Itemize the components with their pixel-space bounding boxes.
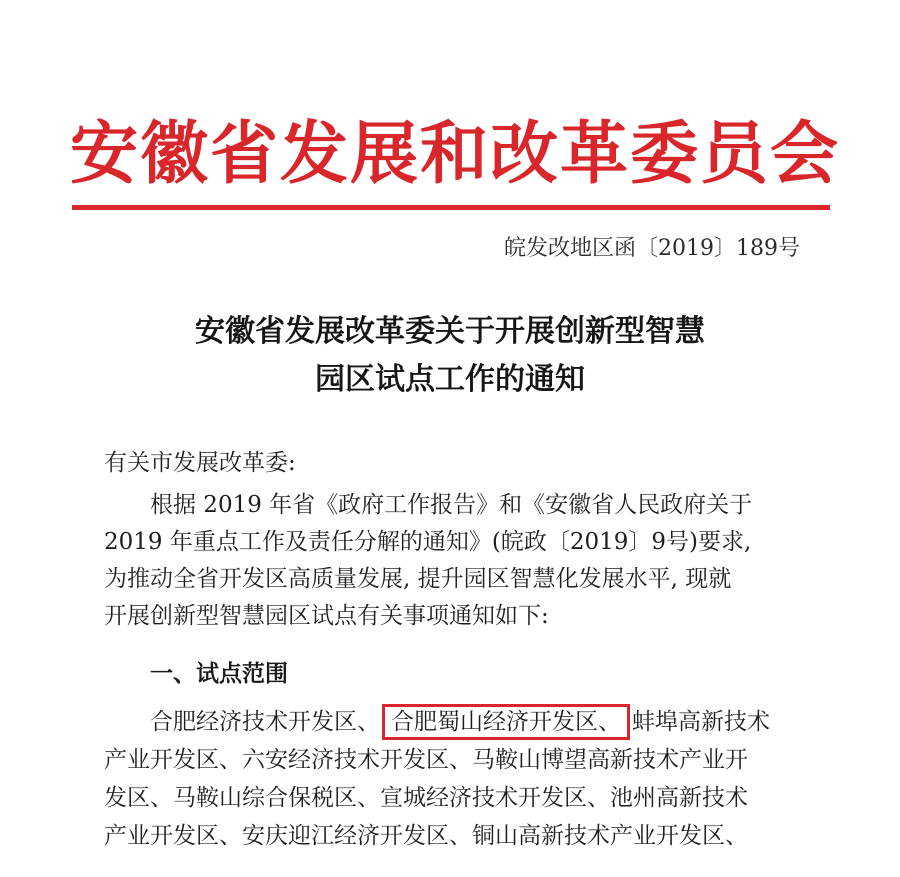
masthead-org-name: 安徽省发展和改革委员会 [70,114,841,194]
scope-line-1 [104,703,804,741]
intro-line-3: 为推动全省开发区高质量发展, 提升园区智慧化发展水平, 现就 [104,566,732,592]
scope-line-4: 产业开发区、安庆迎江经济开发区、铜山高新技术产业开发区、 [104,823,748,849]
masthead-red-rule [72,205,830,210]
scope-line-2: 产业开发区、六安经济技术开发区、马鞍山博望高新技术产业开 [104,747,748,773]
intro-line-2: 2019 年重点工作及责任分解的通知》(皖政〔2019〕9号)要求, [104,529,752,555]
document-title-line-2: 园区试点工作的通知 [315,362,585,397]
highlighted-zone-box: 合肥蜀山经济开发区、 [382,704,630,740]
document-number: 皖发改地区函〔2019〕189号 [504,236,800,261]
scope-line-3: 发区、马鞍山综合保税区、宣城经济技术开发区、池州高新技术 [104,785,748,811]
intro-line-1: 根据 2019 年省《政府工作报告》和《安徽省人民政府关于 [150,492,753,518]
salutation: 有关市发展改革委: [104,450,296,476]
scope-paragraph [104,703,804,855]
scope-line-1-after: 蚌埠高新技术 [632,709,770,735]
intro-paragraph [104,487,804,635]
section-heading-scope: 一、试点范围 [150,660,288,687]
document-title [80,308,820,404]
scope-line-1-before: 合肥经济技术开发区、 [150,709,380,735]
document-title-line-1: 安徽省发展改革委关于开展创新型智慧 [195,314,705,349]
intro-line-4: 开展创新型智慧园区试点有关事项通知如下: [104,603,549,629]
